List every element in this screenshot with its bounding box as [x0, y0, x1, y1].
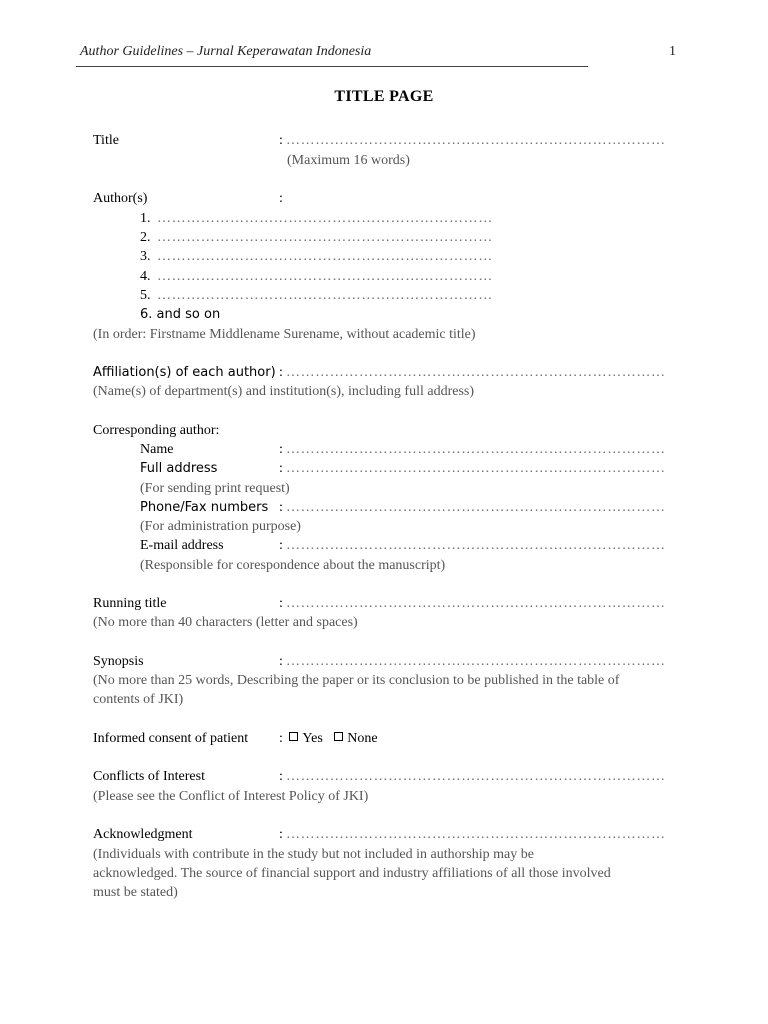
page-header: [80, 44, 676, 64]
affiliation-field[interactable]: ……………………………………………………………………: [286, 365, 666, 380]
conflicts-field[interactable]: ……………………………………………………………………: [286, 769, 666, 784]
running-title-field[interactable]: ……………………………………………………………………: [286, 596, 666, 611]
phone-label: Phone/Fax numbers: [140, 500, 269, 515]
acknowledgment-label: Acknowledgment: [93, 827, 193, 842]
email-label: E-mail address: [140, 538, 224, 553]
affiliation-note: (Name(s) of department(s) and institution(s), including full address): [93, 384, 475, 399]
running-title-note: (No more than 40 characters (letter and spaces): [93, 615, 358, 630]
title-colon: :: [279, 133, 283, 148]
author-1-field[interactable]: ……………………………………………………………: [157, 211, 493, 226]
author-2-number: 2.: [140, 230, 151, 245]
document-title: TITLE PAGE: [334, 88, 434, 105]
acknowledgment-field[interactable]: ……………………………………………………………………: [286, 827, 666, 842]
corresponding-label: Corresponding author:: [93, 423, 220, 438]
phone-colon: :: [279, 500, 283, 515]
author-3-field[interactable]: ……………………………………………………………: [157, 249, 493, 264]
name-label: Name: [140, 442, 174, 457]
authors-note: (In order: Firstname Middlename Surename, without academic title): [93, 327, 476, 342]
affiliation-label: Affiliation(s) of each author): [93, 365, 276, 380]
title-label: Title: [93, 133, 119, 148]
acknowledgment-note-3: must be stated): [93, 885, 178, 900]
affiliation-colon: :: [279, 365, 283, 380]
consent-yes-label: Yes: [302, 731, 323, 746]
authors-colon: :: [279, 191, 283, 206]
title-note: (Maximum 16 words): [287, 153, 410, 168]
name-colon: :: [279, 442, 283, 457]
authors-label: Author(s): [93, 191, 148, 206]
consent-none-label: None: [347, 731, 378, 746]
running-title-label: Running title: [93, 596, 167, 611]
synopsis-field[interactable]: ……………………………………………………………………: [286, 654, 666, 669]
consent-none-checkbox[interactable]: [334, 732, 343, 741]
full-address-colon: :: [279, 461, 283, 476]
conflicts-note: (Please see the Conflict of Interest Policy of JKI): [93, 789, 369, 804]
author-4-field[interactable]: ……………………………………………………………: [157, 269, 493, 284]
email-field[interactable]: ……………………………………………………………………: [286, 538, 666, 553]
synopsis-note-2: contents of JKI): [93, 692, 184, 707]
conflicts-colon: :: [279, 769, 283, 784]
author-3-number: 3.: [140, 249, 151, 264]
author-1-number: 1.: [140, 211, 151, 226]
synopsis-label: Synopsis: [93, 654, 144, 669]
author-5-number: 5.: [140, 288, 151, 303]
email-note: (Responsible for corespondence about the manuscript): [140, 558, 446, 573]
phone-field[interactable]: ……………………………………………………………………: [286, 500, 666, 515]
acknowledgment-note-1: (Individuals with contribute in the study but not included in authorship may be: [93, 847, 534, 862]
full-address-field[interactable]: ……………………………………………………………………: [286, 461, 666, 476]
author-2-field[interactable]: ……………………………………………………………: [157, 230, 493, 245]
synopsis-note-1: (No more than 25 words, Describing the paper or its conclusion to be published in the table of: [93, 673, 620, 688]
author-6-text: 6. and so on: [140, 307, 221, 322]
title-field[interactable]: ……………………………………………………………………: [286, 133, 666, 148]
conflicts-label: Conflicts of Interest: [93, 769, 205, 784]
running-title-colon: :: [279, 596, 283, 611]
page-number: 1: [669, 44, 676, 59]
acknowledgment-colon: :: [279, 827, 283, 842]
consent-options: [279, 730, 378, 748]
name-field[interactable]: ……………………………………………………………………: [286, 442, 666, 457]
author-4-number: 4.: [140, 269, 151, 284]
email-colon: :: [279, 538, 283, 553]
header-title: Author Guidelines – Jurnal Keperawatan Indonesia: [80, 44, 372, 59]
consent-yes-checkbox[interactable]: [289, 732, 298, 741]
full-address-note: (For sending print request): [140, 481, 290, 496]
author-5-field[interactable]: ……………………………………………………………: [157, 288, 493, 303]
synopsis-colon: :: [279, 654, 283, 669]
consent-colon: :: [279, 731, 283, 746]
phone-note: (For administration purpose): [140, 519, 301, 534]
acknowledgment-note-2: acknowledged. The source of financial support and industry affiliations of all those involved: [93, 866, 611, 881]
header-rule: [76, 66, 588, 67]
consent-label: Informed consent of patient: [93, 731, 249, 746]
full-address-label: Full address: [140, 461, 218, 476]
